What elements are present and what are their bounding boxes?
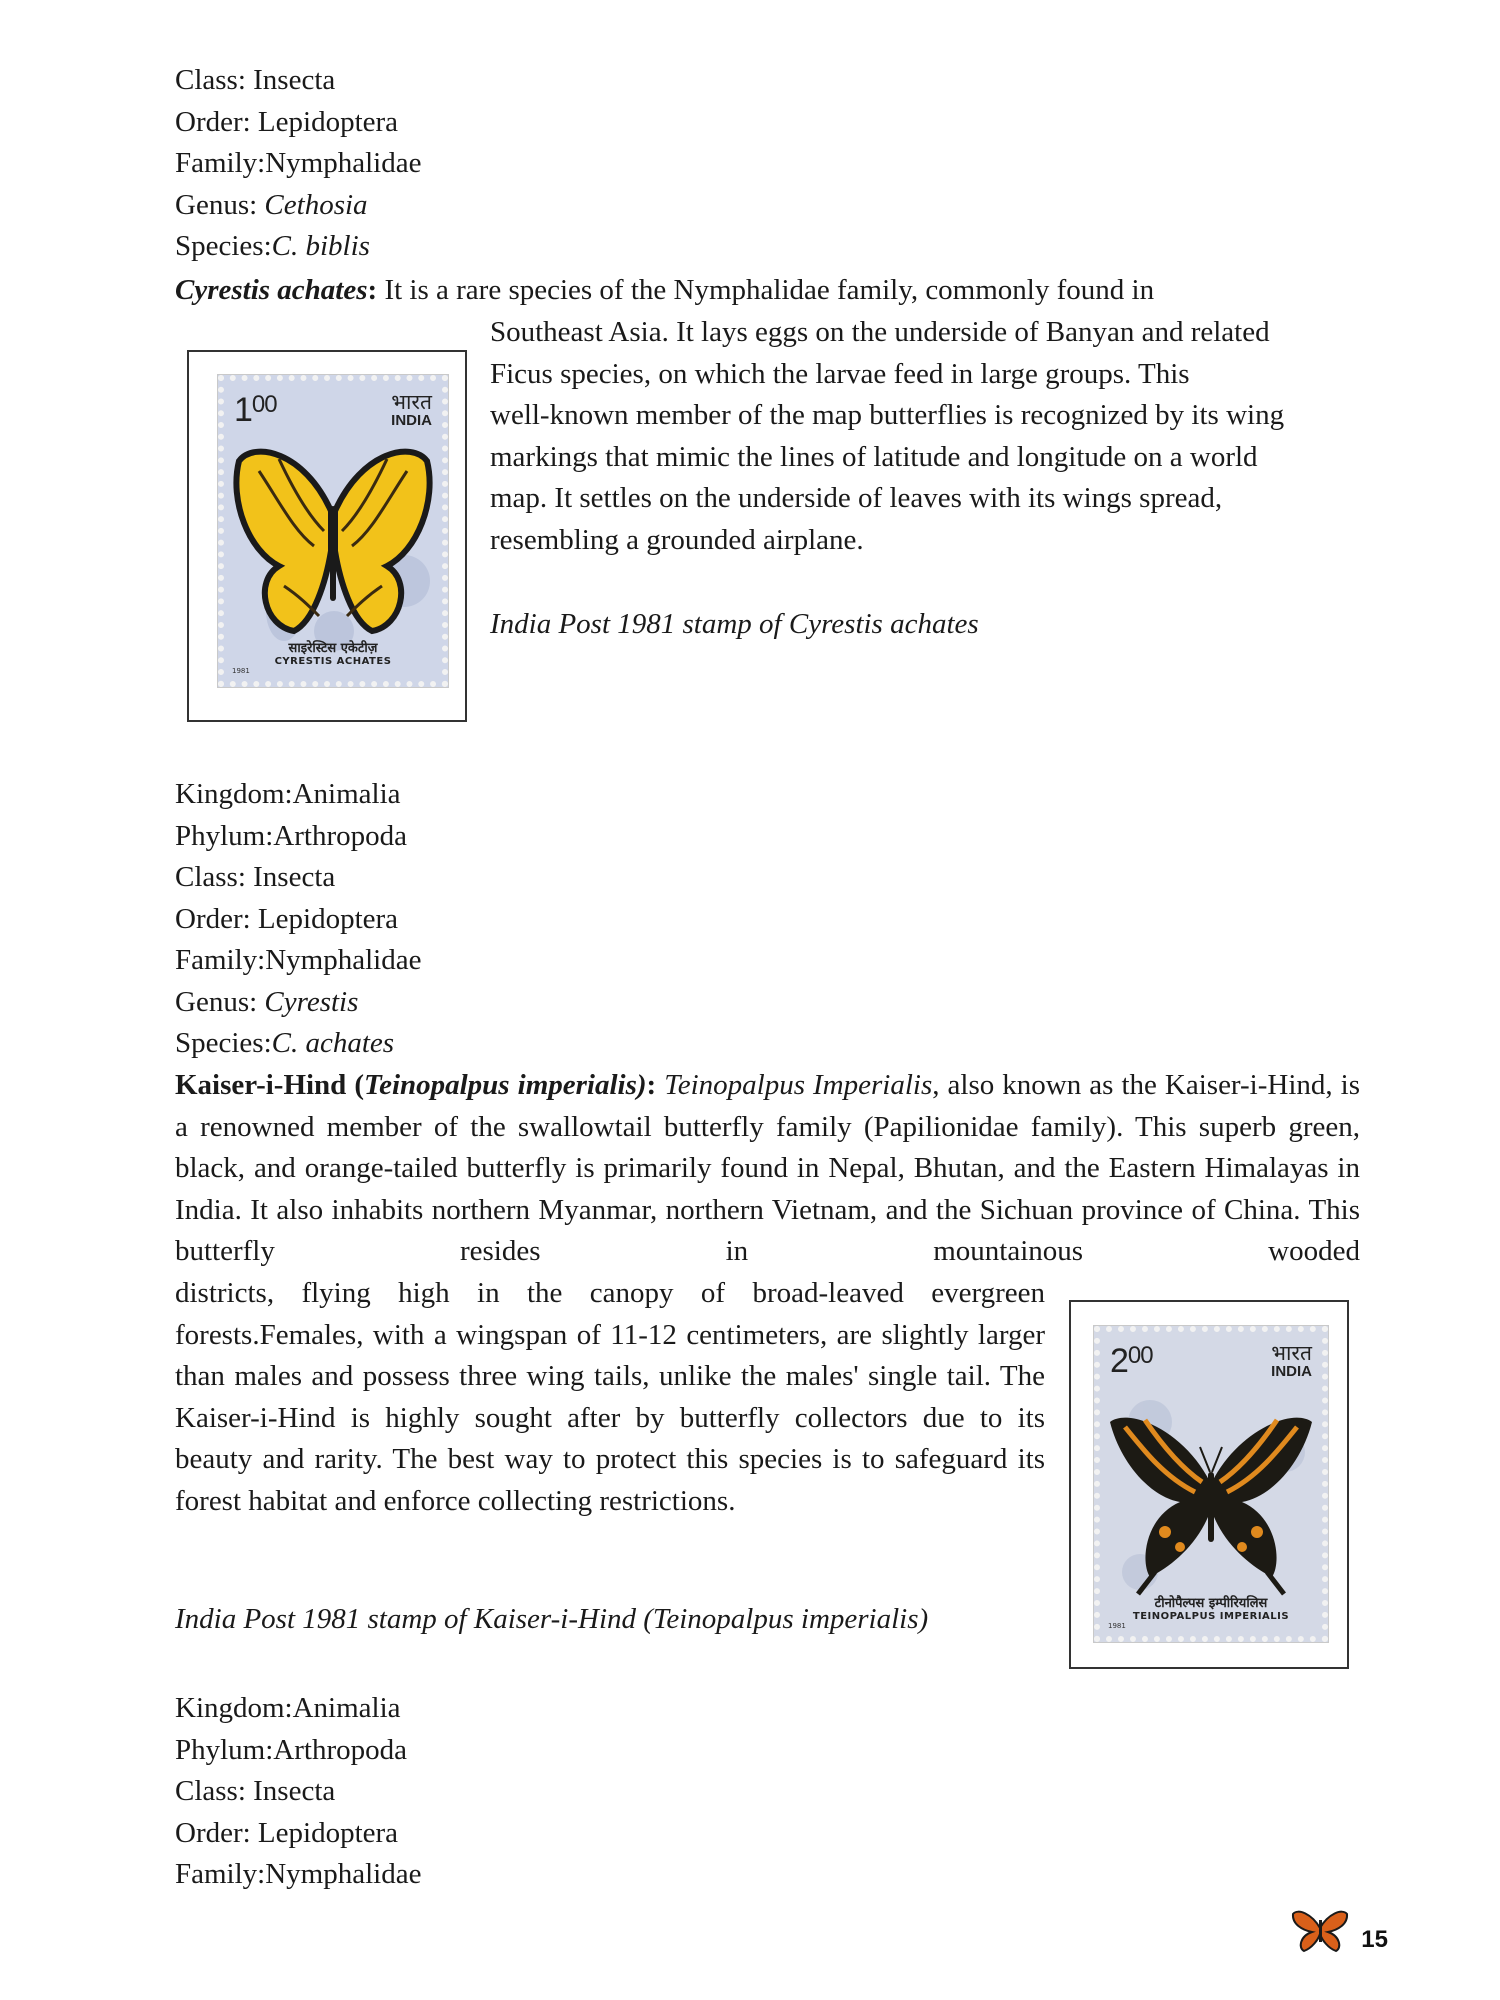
taxonomy-class: Class: Insecta [175, 64, 336, 96]
taxonomy-block-cethosia [175, 60, 421, 268]
kaiser-paragraph-continued: districts, flying high in the canopy of broad-leaved evergreen forests.Females, with a wingspan of 11-12 centimeters, are slightly larger than males and possess three wing tails, unlike the males' single tail. The Kaiser-i-Hind is highly sought after by butterfly collectors due to its beauty and rarity. The best way to protect this species is to safeguard its forest habitat and enforce collecting restrictions. [175, 1277, 1045, 1517]
taxonomy-family: Family:Nymphalidae [175, 147, 422, 179]
cyrestis-intro: Cyrestis achates: It is a rare species of the Nymphalidae family, commonly found in [175, 274, 1155, 306]
kaiser-stamp-caption: India Post 1981 stamp of Kaiser-i-Hind (Teinopalpus imperialis) [175, 1603, 929, 1635]
taxonomy-order: Order: Lepidoptera [175, 902, 399, 935]
taxonomy-kingdom: Kingdom:Animalia [175, 1692, 401, 1724]
taxonomy-class: Class: Insecta [175, 861, 336, 893]
stamp-country: भारत INDIA [1271, 1341, 1312, 1381]
cyrestis-heading: Cyrestis achates [175, 274, 368, 306]
taxonomy-phylum: Phylum:Arthropoda [175, 1733, 407, 1766]
cyrestis-stamp [218, 375, 448, 687]
stamp-country: भारत INDIA [391, 390, 432, 430]
taxonomy-order: Order: Lepidoptera [175, 105, 399, 138]
taxonomy-block-cyrestis [175, 774, 421, 1065]
taxonomy-genus: Genus: Cyrestis [175, 985, 359, 1018]
taxonomy-species: Species:C. biblis [175, 230, 370, 262]
taxonomy-species: Species:C. achates [175, 1027, 395, 1059]
stamp-year: 1981 [1108, 1622, 1126, 1630]
taxonomy-family: Family:Nymphalidae [175, 1858, 422, 1890]
page-number: 15 [1361, 1926, 1388, 1953]
stamp-year: 1981 [232, 667, 250, 675]
stamp-denomination: $1^{00}$ [234, 391, 277, 429]
stamp-species-name: टीनोपैल्पस इम्पीरियलिस TEINOPALPUS IMPERIALIS [1132, 1595, 1290, 1622]
kaiser-paragraph: Kaiser-i-Hind (Teinopalpus imperialis): Teinopalpus Imperialis, also known as the Kaiser-i-Hind, is a renowned member of the swallowtail butterfly family (Papilionidae family). This superb green, black, and orange-tailed butterfly is primarily found in Nepal, Bhutan, and the Eastern Himalayas in India. It also inhabits northern Myanmar, northern Vietnam, and the Sichuan province of China. This butterfly resides in mountainous wooded [175, 1069, 1361, 1268]
kaiser-heading: Kaiser-i-Hind (Teinopalpus imperialis): [175, 1069, 657, 1101]
taxonomy-class: Class: Insecta [175, 1775, 336, 1807]
taxonomy-block-kaiser [175, 1688, 421, 1896]
taxonomy-phylum: Phylum:Arthropoda [175, 819, 407, 852]
cyrestis-stamp-caption: India Post 1981 stamp of Cyrestis achates [490, 608, 979, 640]
stamp-denomination: $2^{00}$ [1110, 1342, 1153, 1380]
cyrestis-description: Southeast Asia. It lays eggs on the underside of Banyan and related Ficus species, on which the larvae feed in large groups. This well-known member of the map butterflies is recognized by its wing markings that mimic the lines of latitude and longitude on a world map. It settles on the underside of leaves with its wings spread, resembling a grounded airplane. [490, 316, 1285, 556]
taxonomy-order: Order: Lepidoptera [175, 1816, 399, 1849]
stamp-species-name: साइरेस्टिस एकेटीज़ CYRESTIS ACHATES [274, 640, 392, 667]
taxonomy-kingdom: Kingdom:Animalia [175, 778, 401, 810]
kaiser-stamp [1094, 1326, 1328, 1642]
taxonomy-family: Family:Nymphalidae [175, 944, 422, 976]
butterfly-icon [1290, 1906, 1350, 1954]
taxonomy-genus: Genus: Cethosia [175, 188, 368, 221]
